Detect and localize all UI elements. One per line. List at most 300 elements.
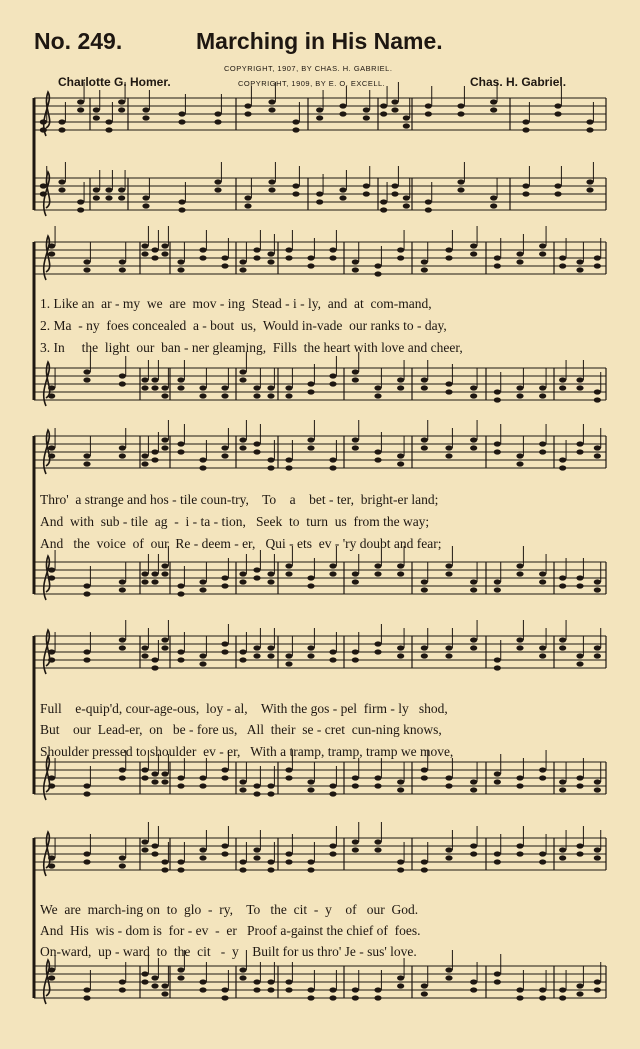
- note-head: [239, 779, 246, 784]
- staff: [34, 822, 606, 876]
- note-head: [329, 851, 336, 856]
- note-head: [397, 867, 404, 872]
- composer: Chas. H. Gabriel.: [470, 75, 567, 89]
- note-head: [267, 465, 274, 470]
- note-head: [239, 579, 246, 584]
- note-head: [494, 971, 501, 976]
- note-head: [267, 579, 274, 584]
- note-head: [494, 665, 501, 670]
- note-head: [151, 975, 158, 980]
- note-head: [594, 453, 601, 458]
- note-head: [285, 859, 292, 864]
- note-head: [161, 437, 168, 442]
- note-head: [516, 851, 523, 856]
- note-head: [93, 187, 100, 192]
- note-head: [445, 645, 452, 650]
- note-head: [221, 851, 228, 856]
- note-head: [292, 119, 299, 124]
- note-head: [516, 259, 523, 264]
- note-head: [380, 103, 387, 108]
- note-head: [421, 587, 428, 592]
- note-head: [457, 111, 464, 116]
- note-head: [253, 979, 260, 984]
- note-head: [119, 373, 126, 378]
- note-head: [199, 783, 206, 788]
- note-head: [576, 385, 583, 390]
- note-head: [329, 657, 336, 662]
- note-head: [151, 571, 158, 576]
- note-head: [244, 203, 251, 208]
- note-head: [559, 787, 566, 792]
- note-head: [285, 465, 292, 470]
- note-head: [239, 377, 246, 382]
- note-head: [221, 393, 228, 398]
- note-head: [199, 587, 206, 592]
- note-head: [421, 867, 428, 872]
- note-head: [594, 579, 601, 584]
- note-head: [83, 377, 90, 382]
- note-head: [522, 183, 529, 188]
- note-head: [244, 103, 251, 108]
- note-head: [374, 271, 381, 276]
- note-head: [48, 649, 55, 654]
- note-head: [151, 457, 158, 462]
- note-head: [470, 987, 477, 992]
- note-head: [576, 267, 583, 272]
- note-head: [374, 457, 381, 462]
- note-head: [539, 645, 546, 650]
- note-head: [253, 567, 260, 572]
- note-head: [119, 453, 126, 458]
- lyric-line: On-ward, up - ward to the cit - y Built for us thro' Je - sus' love.: [40, 944, 417, 959]
- note-head: [391, 191, 398, 196]
- note-head: [554, 183, 561, 188]
- note-head: [576, 851, 583, 856]
- note-head: [267, 251, 274, 256]
- note-head: [199, 847, 206, 852]
- note-head: [374, 571, 381, 576]
- note-head: [539, 995, 546, 1000]
- note-head: [119, 987, 126, 992]
- note-head: [494, 255, 501, 260]
- note-head: [40, 127, 47, 132]
- note-head: [594, 645, 601, 650]
- note-head: [214, 179, 221, 184]
- note-head: [559, 457, 566, 462]
- note-head: [214, 187, 221, 192]
- note-head: [445, 775, 452, 780]
- note-head: [559, 465, 566, 470]
- note-head: [177, 657, 184, 662]
- note-head: [397, 787, 404, 792]
- note-head: [141, 571, 148, 576]
- note-head: [221, 445, 228, 450]
- note-head: [594, 847, 601, 852]
- note-head: [470, 385, 477, 390]
- note-head: [285, 987, 292, 992]
- note-head: [445, 255, 452, 260]
- note-head: [285, 393, 292, 398]
- note-head: [307, 389, 314, 394]
- note-head: [397, 255, 404, 260]
- lyric-line: And the voice of our Re - deem - er, Qui - ets ev - 'ry doubt and fear;: [40, 536, 442, 551]
- note-head: [83, 453, 90, 458]
- note-head: [151, 449, 158, 454]
- note-head: [594, 255, 601, 260]
- note-head: [576, 583, 583, 588]
- note-head: [141, 461, 148, 466]
- note-head: [559, 255, 566, 260]
- note-head: [352, 267, 359, 272]
- note-head: [576, 575, 583, 580]
- note-head: [141, 645, 148, 650]
- note-head: [363, 183, 370, 188]
- note-head: [490, 203, 497, 208]
- note-head: [559, 583, 566, 588]
- note-head: [178, 111, 185, 116]
- note-head: [142, 115, 149, 120]
- note-head: [307, 779, 314, 784]
- note-head: [352, 775, 359, 780]
- note-head: [253, 645, 260, 650]
- copyright-line-1: COPYRIGHT, 1907, BY CHAS. H. GABRIEL.: [224, 64, 393, 73]
- note-head: [239, 445, 246, 450]
- note-head: [118, 107, 125, 112]
- note-head: [161, 859, 168, 864]
- note-head: [470, 587, 477, 592]
- note-head: [48, 567, 55, 572]
- note-head: [329, 381, 336, 386]
- note-head: [141, 775, 148, 780]
- note-head: [119, 979, 126, 984]
- note-head: [421, 377, 428, 382]
- note-head: [490, 107, 497, 112]
- note-head: [397, 461, 404, 466]
- note-head: [594, 587, 601, 592]
- note-head: [151, 983, 158, 988]
- note-head: [151, 247, 158, 252]
- note-head: [253, 449, 260, 454]
- lyricist: Charlotte G. Homer.: [58, 75, 171, 89]
- note-head: [177, 259, 184, 264]
- note-head: [177, 449, 184, 454]
- note-head: [253, 783, 260, 788]
- note-head: [445, 855, 452, 860]
- note-head: [141, 377, 148, 382]
- note-head: [93, 107, 100, 112]
- note-head: [177, 591, 184, 596]
- lyric-line: And with sub - tile ag - i - ta - tion, Seek to turn us from the way;: [40, 514, 430, 529]
- hymn-title: Marching in His Name.: [196, 28, 443, 54]
- note-head: [594, 653, 601, 658]
- note-head: [221, 649, 228, 654]
- note-head: [352, 847, 359, 852]
- note-head: [141, 453, 148, 458]
- note-head: [576, 775, 583, 780]
- note-head: [285, 457, 292, 462]
- note-head: [253, 847, 260, 852]
- note-head: [586, 119, 593, 124]
- note-head: [559, 645, 566, 650]
- note-head: [199, 579, 206, 584]
- note-head: [151, 843, 158, 848]
- note-head: [316, 191, 323, 196]
- note-head: [425, 103, 432, 108]
- note-head: [285, 851, 292, 856]
- note-head: [539, 579, 546, 584]
- note-head: [239, 437, 246, 442]
- note-head: [559, 377, 566, 382]
- note-head: [48, 863, 55, 868]
- note-head: [397, 377, 404, 382]
- note-head: [199, 393, 206, 398]
- note-head: [470, 843, 477, 848]
- note-head: [516, 385, 523, 390]
- note-head: [267, 987, 274, 992]
- note-head: [594, 787, 601, 792]
- note-head: [576, 653, 583, 658]
- lyric-line: And His wis - dom is for - ev - er Proof a-gainst the chief of foes.: [40, 923, 421, 938]
- note-head: [48, 445, 55, 450]
- note-head: [77, 107, 84, 112]
- note-head: [576, 983, 583, 988]
- note-head: [397, 859, 404, 864]
- note-head: [445, 563, 452, 568]
- note-head: [352, 839, 359, 844]
- note-head: [199, 855, 206, 860]
- note-head: [161, 571, 168, 576]
- note-head: [199, 979, 206, 984]
- staff: [34, 352, 606, 406]
- staff: [34, 420, 606, 474]
- note-head: [339, 187, 346, 192]
- note-head: [119, 637, 126, 642]
- note-head: [339, 111, 346, 116]
- note-head: [83, 461, 90, 466]
- note-head: [268, 99, 275, 104]
- note-head: [93, 115, 100, 120]
- note-head: [421, 267, 428, 272]
- note-head: [363, 107, 370, 112]
- note-head: [494, 779, 501, 784]
- note-head: [516, 987, 523, 992]
- note-head: [445, 571, 452, 576]
- note-head: [329, 649, 336, 654]
- note-head: [199, 385, 206, 390]
- note-head: [576, 441, 583, 446]
- lyric-line: 3. In the light our ban - ner gleaming, Fills the heart with love and cheer,: [40, 340, 463, 355]
- note-head: [457, 179, 464, 184]
- note-head: [374, 995, 381, 1000]
- note-head: [307, 987, 314, 992]
- note-head: [391, 107, 398, 112]
- note-head: [470, 251, 477, 256]
- note-head: [576, 991, 583, 996]
- note-head: [522, 119, 529, 124]
- note-head: [352, 995, 359, 1000]
- note-head: [421, 775, 428, 780]
- note-head: [77, 207, 84, 212]
- note-head: [48, 657, 55, 662]
- note-head: [516, 251, 523, 256]
- note-head: [445, 783, 452, 788]
- note-head: [142, 203, 149, 208]
- note-head: [397, 983, 404, 988]
- note-head: [516, 563, 523, 568]
- note-head: [559, 987, 566, 992]
- note-head: [253, 791, 260, 796]
- note-head: [93, 195, 100, 200]
- note-head: [494, 263, 501, 268]
- staff: [34, 82, 606, 136]
- note-head: [83, 995, 90, 1000]
- note-head: [421, 445, 428, 450]
- note-head: [253, 575, 260, 580]
- note-head: [40, 119, 47, 124]
- note-head: [329, 987, 336, 992]
- note-head: [221, 453, 228, 458]
- note-head: [539, 385, 546, 390]
- note-head: [285, 247, 292, 252]
- note-head: [118, 187, 125, 192]
- note-head: [374, 449, 381, 454]
- note-head: [307, 859, 314, 864]
- note-head: [391, 99, 398, 104]
- note-head: [177, 377, 184, 382]
- note-head: [539, 851, 546, 856]
- note-head: [494, 449, 501, 454]
- note-head: [161, 991, 168, 996]
- note-head: [267, 259, 274, 264]
- note-head: [199, 457, 206, 462]
- note-head: [374, 641, 381, 646]
- note-head: [307, 645, 314, 650]
- note-head: [539, 767, 546, 772]
- note-head: [425, 111, 432, 116]
- note-head: [48, 385, 55, 390]
- note-head: [141, 251, 148, 256]
- note-head: [421, 983, 428, 988]
- note-head: [516, 571, 523, 576]
- note-head: [151, 255, 158, 260]
- note-head: [199, 255, 206, 260]
- note-head: [221, 575, 228, 580]
- note-head: [221, 583, 228, 588]
- note-head: [539, 393, 546, 398]
- note-head: [329, 843, 336, 848]
- note-head: [177, 441, 184, 446]
- note-head: [421, 259, 428, 264]
- note-head: [119, 855, 126, 860]
- note-head: [221, 263, 228, 268]
- note-head: [307, 575, 314, 580]
- note-head: [142, 107, 149, 112]
- note-head: [494, 771, 501, 776]
- note-head: [239, 259, 246, 264]
- note-head: [397, 247, 404, 252]
- note-head: [339, 195, 346, 200]
- note-head: [48, 453, 55, 458]
- note-head: [253, 247, 260, 252]
- note-head: [470, 645, 477, 650]
- note-head: [292, 183, 299, 188]
- note-head: [48, 251, 55, 256]
- note-head: [285, 571, 292, 576]
- note-head: [374, 563, 381, 568]
- note-head: [239, 975, 246, 980]
- note-head: [352, 579, 359, 584]
- note-head: [221, 995, 228, 1000]
- note-head: [105, 119, 112, 124]
- note-head: [539, 243, 546, 248]
- note-head: [214, 119, 221, 124]
- note-head: [48, 975, 55, 980]
- note-head: [559, 779, 566, 784]
- note-head: [119, 587, 126, 592]
- note-head: [329, 457, 336, 462]
- note-head: [40, 183, 47, 188]
- note-head: [83, 583, 90, 588]
- note-head: [559, 855, 566, 860]
- note-head: [141, 979, 148, 984]
- note-head: [445, 247, 452, 252]
- note-head: [329, 373, 336, 378]
- note-head: [58, 119, 65, 124]
- lyric-line: We are march-ing on to glo - ry, To the cit - y of our God.: [40, 902, 419, 917]
- note-head: [586, 179, 593, 184]
- note-head: [586, 127, 593, 132]
- note-head: [83, 987, 90, 992]
- note-head: [177, 775, 184, 780]
- note-head: [457, 103, 464, 108]
- note-head: [239, 867, 246, 872]
- note-head: [352, 657, 359, 662]
- note-head: [177, 859, 184, 864]
- note-head: [363, 191, 370, 196]
- note-head: [494, 397, 501, 402]
- note-head: [83, 649, 90, 654]
- note-head: [329, 783, 336, 788]
- note-head: [268, 107, 275, 112]
- note-head: [380, 199, 387, 204]
- note-head: [445, 445, 452, 450]
- note-head: [470, 787, 477, 792]
- note-head: [83, 259, 90, 264]
- note-head: [253, 441, 260, 446]
- note-head: [421, 767, 428, 772]
- note-head: [307, 787, 314, 792]
- note-head: [374, 783, 381, 788]
- note-head: [239, 369, 246, 374]
- note-head: [221, 767, 228, 772]
- note-head: [58, 187, 65, 192]
- note-head: [48, 243, 55, 248]
- note-head: [316, 107, 323, 112]
- note-head: [576, 661, 583, 666]
- note-head: [77, 99, 84, 104]
- note-head: [594, 397, 601, 402]
- note-head: [105, 127, 112, 132]
- note-head: [253, 855, 260, 860]
- note-head: [161, 385, 168, 390]
- note-head: [48, 855, 55, 860]
- note-head: [151, 657, 158, 662]
- note-head: [58, 127, 65, 132]
- note-head: [151, 851, 158, 856]
- note-head: [594, 979, 601, 984]
- note-head: [239, 267, 246, 272]
- note-head: [445, 975, 452, 980]
